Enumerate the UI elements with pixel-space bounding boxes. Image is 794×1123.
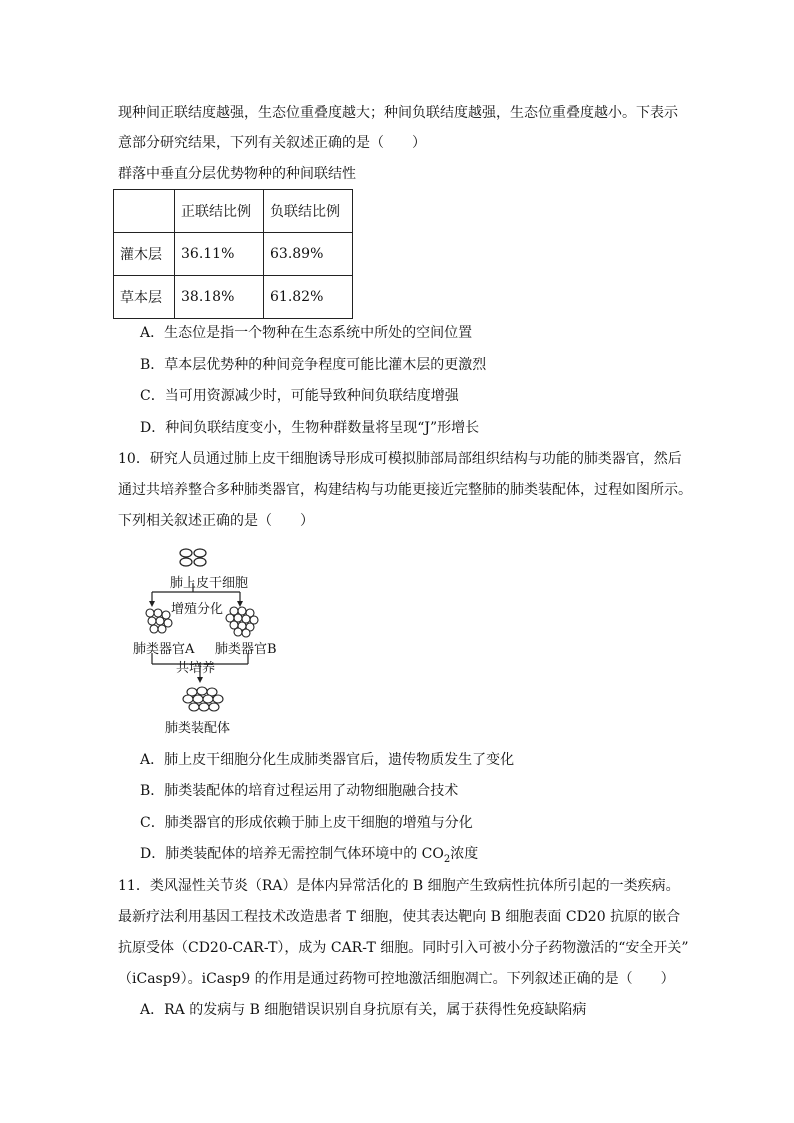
organoid-a-icon: [146, 609, 172, 633]
arrow-down-icon: [149, 601, 155, 607]
table-cell: 36.11%: [175, 233, 264, 276]
diagram-label-stem-cell: 肺上皮干细胞: [170, 576, 249, 591]
table-cell: 灌木层: [114, 233, 175, 276]
table-cell: 61.82%: [264, 276, 353, 319]
arrow-down-icon: [237, 601, 243, 607]
table-cell: 38.18%: [175, 276, 264, 319]
q9-option-d: D．种间负联结度变小，生物种群数量将呈现“J”形增长: [140, 420, 480, 436]
assembloid-icon: [180, 686, 230, 714]
q9-option-c: C．当可用资源减少时，可能导致种间负联结度增强: [140, 388, 459, 404]
q10-stem-line2: 通过共培养整合多种肺类器官，构建结构与功能更接近完整肺的肺类装配体，过程如图所示。: [118, 482, 692, 498]
table-header-row: [114, 190, 353, 233]
q11-stem-line4: （iCasp9）。iCasp9 的作用是通过药物可控地激活细胞凋亡。下列叙述正确的是（ ）: [118, 971, 675, 987]
table-row: [114, 276, 353, 319]
table-cell: 63.89%: [264, 233, 353, 276]
q9-table-title: 群落中垂直分层优势物种的种间联结性: [118, 166, 356, 182]
diagram-label-assembloid: 肺类装配体: [165, 721, 231, 736]
q10-option-d-text: D．肺类装配体的培养无需控制气体环境中的 CO: [140, 846, 444, 862]
q10-option-a: A．肺上皮干细胞分化生成肺类器官后，遗传物质发生了变化: [140, 752, 515, 768]
organoid-b-icon: [226, 607, 258, 637]
q10-option-b: B．肺类装配体的培育过程运用了动物细胞融合技术: [140, 783, 459, 799]
diagram-label-proliferation: 增殖分化: [171, 602, 224, 617]
q11-option-a: A．RA 的发病与 B 细胞错误识别自身抗原有关，属于获得性免疫缺陷病: [140, 1002, 587, 1018]
q10-option-c: C．肺类器官的形成依赖于肺上皮干细胞的增殖与分化: [140, 815, 473, 831]
subscript-2: 2: [443, 853, 451, 865]
q10-stem-line3: 下列相关叙述正确的是（ ）: [118, 513, 314, 529]
q10-stem-line1: 10．研究人员通过肺上皮干细胞诱导形成可模拟肺部局部组织结构与功能的肺类器官，然后: [118, 451, 682, 467]
q9-option-a: A．生态位是指一个物种在生态系统中所处的空间位置: [140, 325, 473, 341]
q9-table: [113, 189, 353, 319]
diagram-label-organoid-b: 肺类器官B: [215, 642, 277, 657]
table-cell: 草本层: [114, 276, 175, 319]
q11-stem-line2: 最新疗法利用基因工程技术改造患者 T 细胞，使其表达靶向 B 细胞表面 CD20 抗原的嵌合: [118, 909, 681, 925]
q10-option-d: [140, 844, 478, 870]
q11-stem-line1: 11．类风湿性关节炎（RA）是体内异常活化的 B 细胞产生致病性抗体所引起的一类疾病。: [118, 878, 680, 894]
arrow-down-icon: [197, 677, 203, 683]
stem-cells-icon: [180, 549, 206, 566]
q11-stem-line3: 抗原受体（CD20-CAR-T），成为 CAR-T 细胞。同时引入可被小分子药物激活的“安全开关”: [118, 940, 689, 956]
diagram-label-organoid-a: 肺类器官A: [133, 642, 195, 657]
table-row: [114, 233, 353, 276]
q9-option-b: B．草本层优势种的种间竞争程度可能比灌木层的更激烈: [140, 357, 487, 373]
q9-stem-line2: 意部分研究结果，下列有关叙述正确的是（ ）: [118, 135, 426, 151]
table-header-cell: 正联结比例: [175, 190, 264, 233]
diagram-label-coculture: 共培养: [176, 661, 216, 676]
q9-stem-line1: 现种间正联结度越强，生态位重叠度越大；种间负联结度越强，生态位重叠度越小。下表示: [118, 105, 678, 121]
table-header-cell: [114, 190, 175, 233]
table-header-cell: 负联结比例: [264, 190, 353, 233]
q10-option-d-tail: 浓度: [450, 846, 479, 862]
